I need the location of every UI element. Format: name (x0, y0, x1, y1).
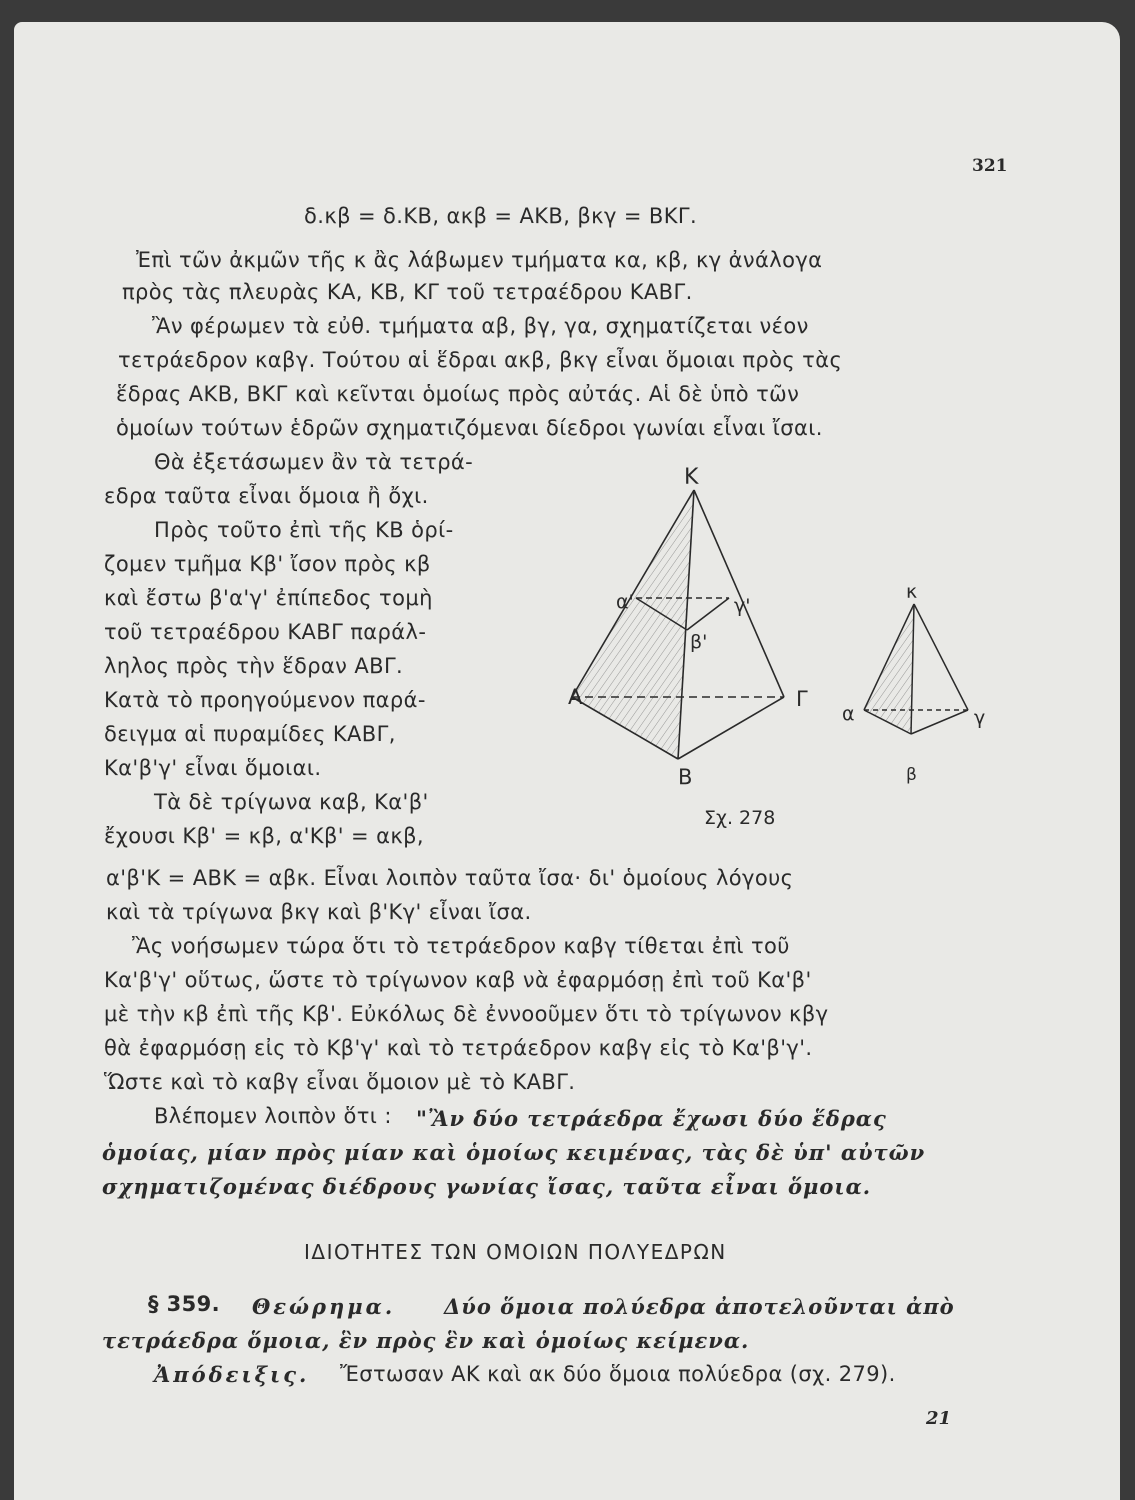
label-B: Β (678, 765, 693, 789)
theorem-line-2: ὁμοίας, μίαν πρὸς μίαν καὶ ὁμοίως κειμένας, τὰς δὲ ὑπ' αὐτῶν (102, 1140, 926, 1165)
page-number: 321 (972, 156, 1008, 176)
large-tetrahedron (572, 490, 784, 759)
text-line-1: δ.κβ = δ.ΚΒ, ακβ = ΑΚΒ, βκγ = ΒΚΓ. (304, 204, 698, 228)
proof-text: Ἔστωσαν ΑΚ καὶ ακ δύο ὅμοια πολύεδρα (σχ. 279). (340, 1362, 896, 1386)
label-g-prime: γ' (734, 595, 751, 617)
text-line-13: τοῦ τετραέδρου ΚΑΒΓ παράλ- (104, 620, 427, 644)
text-line-4: Ἂν φέρωμεν τὰ εὐθ. τμήματα αβ, βγ, γα, σχηματίζεται νέον (152, 314, 809, 338)
text-line-26: Ὥστε καὶ τὸ καβγ εἶναι ὅμοιον μὲ τὸ ΚΑΒΓ. (104, 1070, 576, 1094)
text-line-11: ζομεν τμῆμα Κβ' ἴσον πρὸς κβ (104, 552, 431, 576)
theorem-label: Θεώρημα. (252, 1294, 396, 1319)
section-number: § 359. (148, 1292, 221, 1316)
text-line-21: καὶ τὰ τρίγωνα βκγ καὶ β'Κγ' εἶναι ἴσα. (106, 900, 532, 924)
figure-caption: Σχ. 278 (704, 807, 776, 829)
signature-number: 21 (926, 1408, 952, 1429)
text-line-10: Πρὸς τοῦτο ἐπὶ τῆς ΚΒ ὁρί- (154, 518, 454, 542)
label-b-prime: β' (690, 631, 708, 653)
text-line-20: α'β'Κ = ΑΒΚ = αβκ. Εἶναι λοιπὸν ταῦτα ἴσα· δι' ὁμοίους λόγους (106, 866, 794, 890)
figure-278 (554, 462, 1014, 842)
label-b: β (906, 765, 917, 785)
text-line-22: Ἂς νοήσωμεν τώρα ὅτι τὸ τετράεδρον καβγ τίθεται ἐπὶ τοῦ (132, 934, 790, 958)
label-a-prime: α' (616, 591, 634, 613)
theorem-line-3: σχηματιζομένας διέδρους γωνίας ἴσας, ταῦτα εἶναι ὅμοια. (102, 1174, 872, 1199)
label-k: κ (906, 581, 918, 603)
proof-label: Ἀπόδειξις. (154, 1362, 310, 1387)
label-K: Κ (684, 465, 699, 490)
label-G: Γ (796, 687, 808, 711)
book-page (14, 22, 1120, 1500)
text-line-8: Θὰ ἐξετάσωμεν ἂν τὰ τετρά- (154, 450, 474, 474)
text-line-16: δειγμα αἱ πυραμίδες ΚΑΒΓ, (104, 722, 396, 746)
theorem-statement-2: τετράεδρα ὅμοια, ἓν πρὸς ἓν καὶ ὁμοίως κείμενα. (102, 1328, 750, 1353)
text-line-7: ὁμοίων τούτων ἑδρῶν σχηματιζόμεναι δίεδροι γωνίαι εἶναι ἴσαι. (116, 416, 823, 440)
section-heading: ΙΔΙΟΤΗΤΕΣ ΤΩΝ ΟΜΟΙΩΝ ΠΟΛΥΕΔΡΩΝ (304, 1240, 727, 1264)
theorem-statement-1: Δύο ὅμοια πολύεδρα ἀποτελοῦνται ἀπὸ (444, 1294, 955, 1319)
label-a: α (842, 703, 855, 725)
text-line-14: ληλος πρὸς τὴν ἕδραν ΑΒΓ. (104, 654, 404, 678)
text-line-6: ἕδρας ΑΚΒ, ΒΚΓ καὶ κεῖνται ὁμοίως πρὸς αὐτάς. Αἱ δὲ ὑπὸ τῶν (116, 382, 800, 406)
text-line-5: τετράεδρον καβγ. Τούτου αἱ ἕδραι ακβ, βκγ εἶναι ὅμοιαι πρὸς τὰς (118, 348, 843, 372)
theorem-line-1: "Ἂν δύο τετράεδρα ἔχωσι δύο ἕδρας (416, 1106, 887, 1131)
text-line-18: Τὰ δὲ τρίγωνα καβ, Κα'β' (154, 790, 429, 814)
text-line-19: ἔχουσι Κβ' = κβ, α'Κβ' = ακβ, (104, 824, 424, 848)
text-line-23: Κα'β'γ' οὕτως, ὥστε τὸ τρίγωνον καβ νὰ ἐφαρμόσῃ ἐπὶ τοῦ Κα'β' (104, 968, 812, 992)
text-line-3: πρὸς τὰς πλευρὰς ΚΑ, ΚΒ, ΚΓ τοῦ τετραέδρου ΚΑΒΓ. (122, 280, 693, 304)
text-line-24: μὲ τὴν κβ ἐπὶ τῆς Κβ'. Εὐκόλως δὲ ἐννοοῦμεν ὅτι τὸ τρίγωνον κβγ (104, 1002, 829, 1026)
theorem-intro: Βλέπομεν λοιπὸν ὅτι : (154, 1104, 392, 1128)
label-g: γ (974, 707, 986, 729)
text-line-17: Κα'β'γ' εἶναι ὅμοιαι. (104, 756, 322, 780)
text-line-2: Ἐπὶ τῶν ἀκμῶν τῆς κ ἂς λάβωμεν τμήματα κα, κβ, κγ ἀνάλογα (136, 248, 823, 272)
text-line-25: θὰ ἐφαρμόσῃ εἰς τὸ Κβ'γ' καὶ τὸ τετράεδρον καβγ εἰς τὸ Κα'β'γ'. (104, 1036, 813, 1060)
text-line-12: καὶ ἔστω β'α'γ' ἐπίπεδος τομὴ (104, 586, 433, 610)
text-line-15: Κατὰ τὸ προηγούμενον παρά- (104, 688, 426, 712)
small-tetrahedron (864, 604, 968, 734)
label-A: Α (568, 685, 583, 709)
text-line-9: εδρα ταῦτα εἶναι ὅμοια ἢ ὄχι. (104, 484, 429, 508)
